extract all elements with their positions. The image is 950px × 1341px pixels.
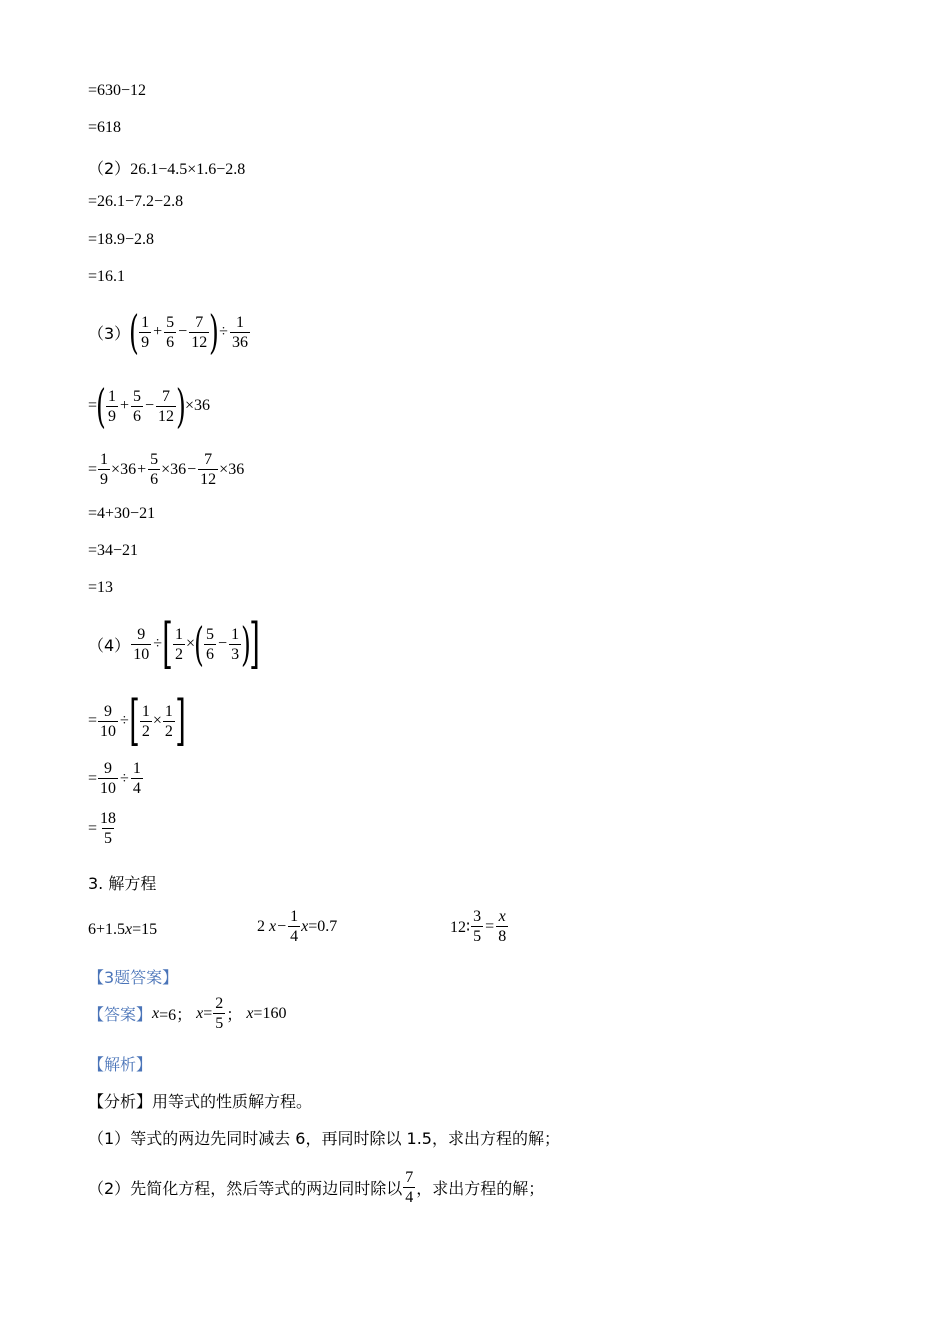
fraction: $\frac{1}{36}$ (231, 313, 248, 351)
calc-result: =16.1 (88, 268, 126, 285)
calc-result: = $\frac{18}{5}$ (88, 810, 117, 847)
calc-step: = $\frac{1}{9}$ × 36 + $\frac{5}{6}$ × 36 − $\frac{7}{12}$ × 36 (88, 451, 245, 488)
fraction: $\frac{5}{6}$ (166, 313, 175, 351)
problem-label: （2） (88, 159, 131, 178)
answer-line: 【答案】 x =6； x = $\frac{2}{5}$ ； x =160 (88, 995, 287, 1032)
right-paren: ) (209, 305, 220, 359)
question-3-title: 3. 解方程 (88, 874, 157, 893)
calc-step: = $\frac{9}{10}$ ÷ $\frac{1}{4}$ (88, 760, 141, 797)
calc-result: =13 (88, 579, 114, 596)
equation-3: 12∶ $\frac{3}{5}$ = $\frac{x}{8}$ (450, 908, 507, 945)
problem-2 (88, 156, 245, 179)
calc-step: =630−12 (88, 82, 147, 99)
calc-step: = ( $\frac{1}{9}$ + $\frac{5}{6}$ − $\frac{7}{12}$ ) × 36 (88, 379, 211, 433)
calc-step: =26.1−7.2−2.8 (88, 193, 184, 210)
equation-2: 2 x − $\frac{1}{4}$ x =0.7 (257, 908, 338, 945)
problem-label: （4） (88, 635, 131, 655)
analysis-step-2: （2） 先简化方程，然后等式的两边同时除以 $\frac{7}{4}$ ，求出方程的解； (88, 1169, 545, 1206)
calc-step: =34−21 (88, 542, 139, 559)
fraction: $\frac{7}{12}$ (191, 313, 208, 351)
analysis-heading: 【解析】 (88, 1055, 153, 1074)
problem-4: （4） $\frac{9}{10}$ ÷ [ $\frac{1}{2}$ × ( $\frac{5}{6}$ − $\frac{1}{3}$ ) ] (88, 612, 260, 675)
analysis-line: 【分析】用等式的性质解方程。 (88, 1092, 313, 1111)
problem-3: （3） ( $\frac{1}{9}$ + $\frac{5}{6}$ − $\frac{7}{12}$ ) ÷ $\frac{1}{36}$ (88, 305, 248, 359)
calc-result: =618 (88, 119, 122, 136)
calc-step: =4+30−21 (88, 505, 156, 522)
problem-label: （3） (88, 323, 131, 343)
calc-step: = $\frac{9}{10}$ ÷ [ $\frac{1}{2}$ × $\frac{1}{2}$ ] (88, 689, 186, 752)
left-paren: ( (129, 305, 140, 359)
equation-1: 6+1.5x=15 (88, 921, 158, 938)
calc-step: =18.9−2.8 (88, 231, 155, 248)
fraction: $\frac{1}{9}$ (141, 313, 150, 351)
answer-heading: 【3题答案】 (88, 968, 179, 987)
analysis-step-1: （1）等式的两边先同时减去 6，再同时除以 1.5，求出方程的解； (88, 1129, 560, 1148)
problem-expression: 26.1−4.5×1.6−2.8 (130, 161, 246, 178)
